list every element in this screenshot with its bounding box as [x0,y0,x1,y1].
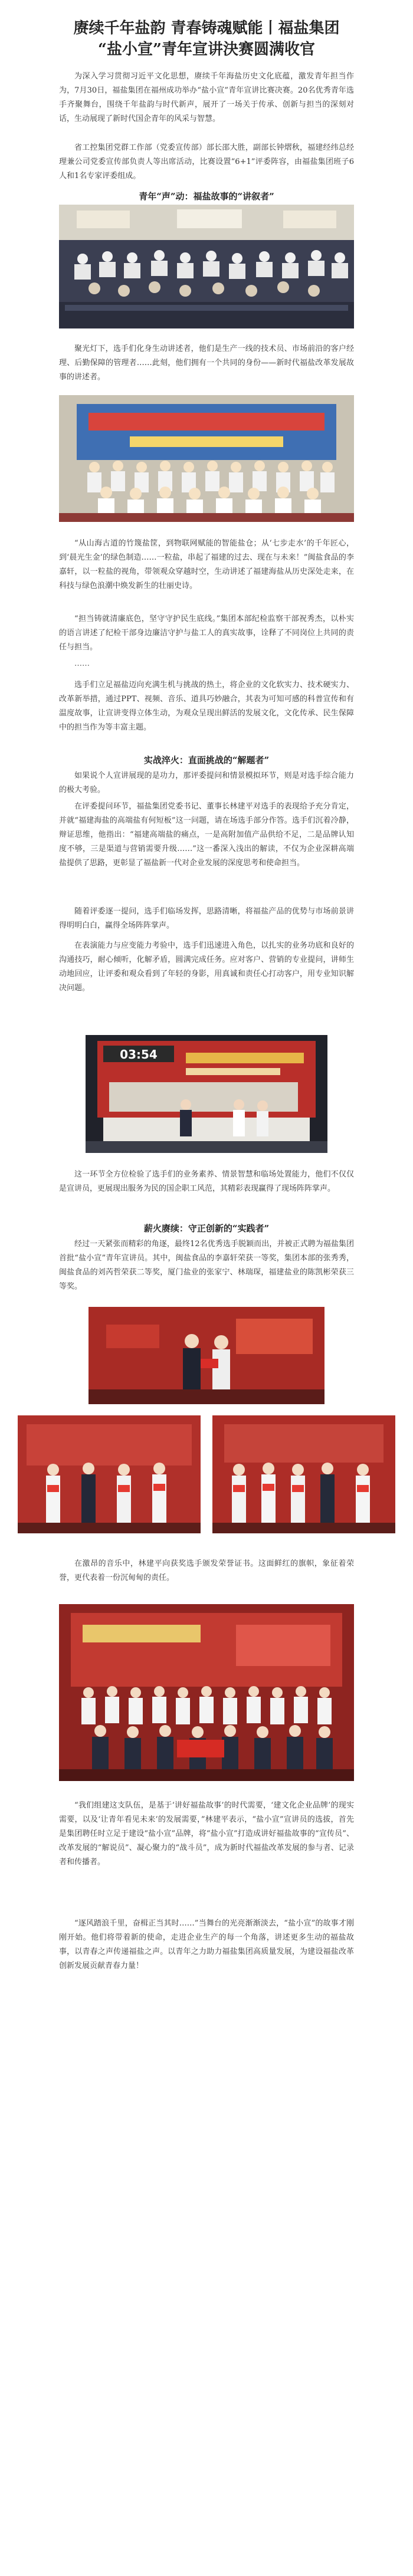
award-winners-photo-left [18,1415,201,1533]
countdown-timer: 03:54 [120,1047,158,1062]
paragraph-salt-story: “从山海古道的竹篾盐筐，到物联网赋能的智能盐仓；从‘七步走水’的千年匠心，到‘晨光生金’的绿色制造……一粒盐，串起了福建的过去、现在与未来！”闽盐食品的李嘉轩，以一粒盐的视角，带领观众穿越时空，生动讲述了福建海盐从历史深处走来，在科技与绿色浪潮中焕发新生的壮丽史诗。 [59,539,354,590]
paragraph-results: 经过一天紧张而精彩的角逐，最终12名优秀选手脱颖而出，并被正式聘为福盐集团首批“盐小宣”青年宣讲员。其中，闽盐食品的李嘉轩荣获一等奖，集团本部的张秀秀，闽盐食品的刘芮哲荣获二等奖，厦门盐业的张家宁、林瑞琛，福建盐业的陈凯彬荣获三等奖。 [59,1240,354,1291]
article-title-line2: “盐小宣”青年宣讲決赛圆满收官 [98,41,315,58]
paragraph-guests: 省工控集团党群工作部（党委宣传部）部长邵大胜，副部长钟熠秋，福建经纬总经理兼公司党委宣传部负责人等出席活动，比赛设置“6+1”评委阵容，由福盐集团班子6人和1名专家评委组成。 [59,143,354,180]
section-heading-inheritance: 薪火赓续：守正创新的“实践者” [143,1223,270,1234]
article-title-line1: 赓续千年盐韵 青春铸魂赋能丨福盐集团 [73,19,340,37]
final-stage-group-photo [59,1604,354,1781]
paragraph-comprehensive-test: 这一环节全方位检验了选手们的业务素养、情景智慧和临场处置能力，他们不仅仅是宣讲员，更展现出服务为民的国企职工风范，其精彩表现赢得了现场阵阵掌声。 [59,1170,354,1193]
paragraph-judge-question: 在评委提问环节，福盐集团党委书记、董事长林建平对选手的表现给予充分肯定，并就“福建海盐的高端盐有何短板”这一问题，请在场选手部分作答。选手们沉着冷静，辩证思维，他指出：“福建高端盐的痛点，一是高附加值产品供给不足，二是品牌认知度不够，三是渠道与营销需要升级……”这一番深入浅出的解读，不仅为企业深耕高端盐提供了思路，更彰显了福盐新一代对企业发展的深度思考和使命担当。 [59,802,354,868]
award-winners-photo-right [212,1415,395,1533]
section-heading-speakers: 青年“声”动：福盐故事的“讲叙者” [139,191,274,202]
paragraph-team-purpose: “我们组建这支队伍，是基于‘讲好福盐故事’的时代需要，‘建文化企业品牌’的现实需要，以及‘让青年看见未来’的发展需要，”林建平表示，“盐小宣”宣讲员的选拔，首先是集团聘任时立足于建设“盐小宣”品牌，将“盐小宣”打造成讲好福盐故事的“宣传员”、改革发展的“解说员”、凝心聚力的“战斗员”，成为新时代福盐改革发展的参与者、记录者和传播者。 [59,1801,354,1867]
stage-simulation-photo [86,1035,327,1153]
event-photo-audience [59,205,354,328]
paragraph-creative-presentation: 选手们立足福盐迈向充满生机与挑战的热土，将企业的文化软实力、技术硬实力、改革新举措，通过PPT、视频、音乐、道具巧妙融合，其表为可知可感的科普宣传和有温度故事，让宣讲变得立体生动，为观众呈现出鲜活的发展文化，文化传承、民生保障中的担当作为等丰富主题。 [59,681,354,732]
paragraph-closing: “逐风踏浪千里，奋楫正当其时……”当舞台的光亮渐渐淡去，“盐小宣”的故事才刚刚开始。他们将带着新的使命，走进企业生产的每一个角落，讲述更多生动的福盐故事，以青春之声传递福盐之声。以青年之力助力福盐集团高质量发展，为建设福盐改革创新发展贡献青春力量！ [59,1919,354,1970]
section-heading-challenge: 实战淬火：直面挑战的“解题者” [143,755,270,765]
group-photo [59,395,354,522]
paragraph-flag-ceremony: 在激昂的音乐中，林建平向获奖选手颁发荣誉证书。这面鲜红的旗帜，象征着荣誉，更代表着一份沉甸甸的责任。 [59,1559,354,1582]
paragraph-qa-intro: 如果说个人宣讲展现的是功力，那评委提问和情景模拟环节，则是对选手综合能力的极大考验。 [59,771,354,794]
ellipsis-text: …… [74,659,90,668]
paragraph-intro: 为深入学习贯彻习近平文化思想，赓续千年海盐历史文化底蕴，激发青年担当作为，7月30日，福盐集团在福州成功举办“盐小宣”青年宣讲比赛决赛。20名优秀青年选手齐聚舞台，围绕千年盐韵与时代新声，展开了一场关于传承、创新与担当的深刻对话，生动展现了新时代国企青年的风采与智慧。 [59,72,354,123]
paragraph-integrity: “担当铸就清廉底色，坚守守护民生底线。”集团本部纪检监察干部祝秀杰，以朴实的语言讲述了纪检干部身边廉洁守护与盐工人的真实故事，诠释了不同岗位上共同的责任与担当。 [59,615,354,652]
paragraph-roleplay: 在表演能力与应变能力考验中，选手们迅速进入角色，以扎实的业务功底和良好的沟通技巧，耐心倾听，化解矛盾，圆满完成任务。应对客户、营销的专业提问，讲师生动地回应，让评委和观众看到了年轻的身影，用真诚和责任心打动客户，用专业知识解决问题。 [59,941,354,993]
paragraph-spotlight: 聚光灯下，选手们化身生动讲述者，他们是生产一线的技术员、市场前沿的客户经理、后勤保障的管理者……此刻，他们拥有一个共同的身份——新时代福盐改革发展故事的讲述者。 [59,344,354,382]
award-presentation-photo [88,1307,324,1404]
paragraph-followup: 随着评委逐一提问，选手们临场发挥，思路清晰，将福盐产品的优势与市场前景讲得明明白白，赢得全场阵阵掌声。 [59,907,354,930]
